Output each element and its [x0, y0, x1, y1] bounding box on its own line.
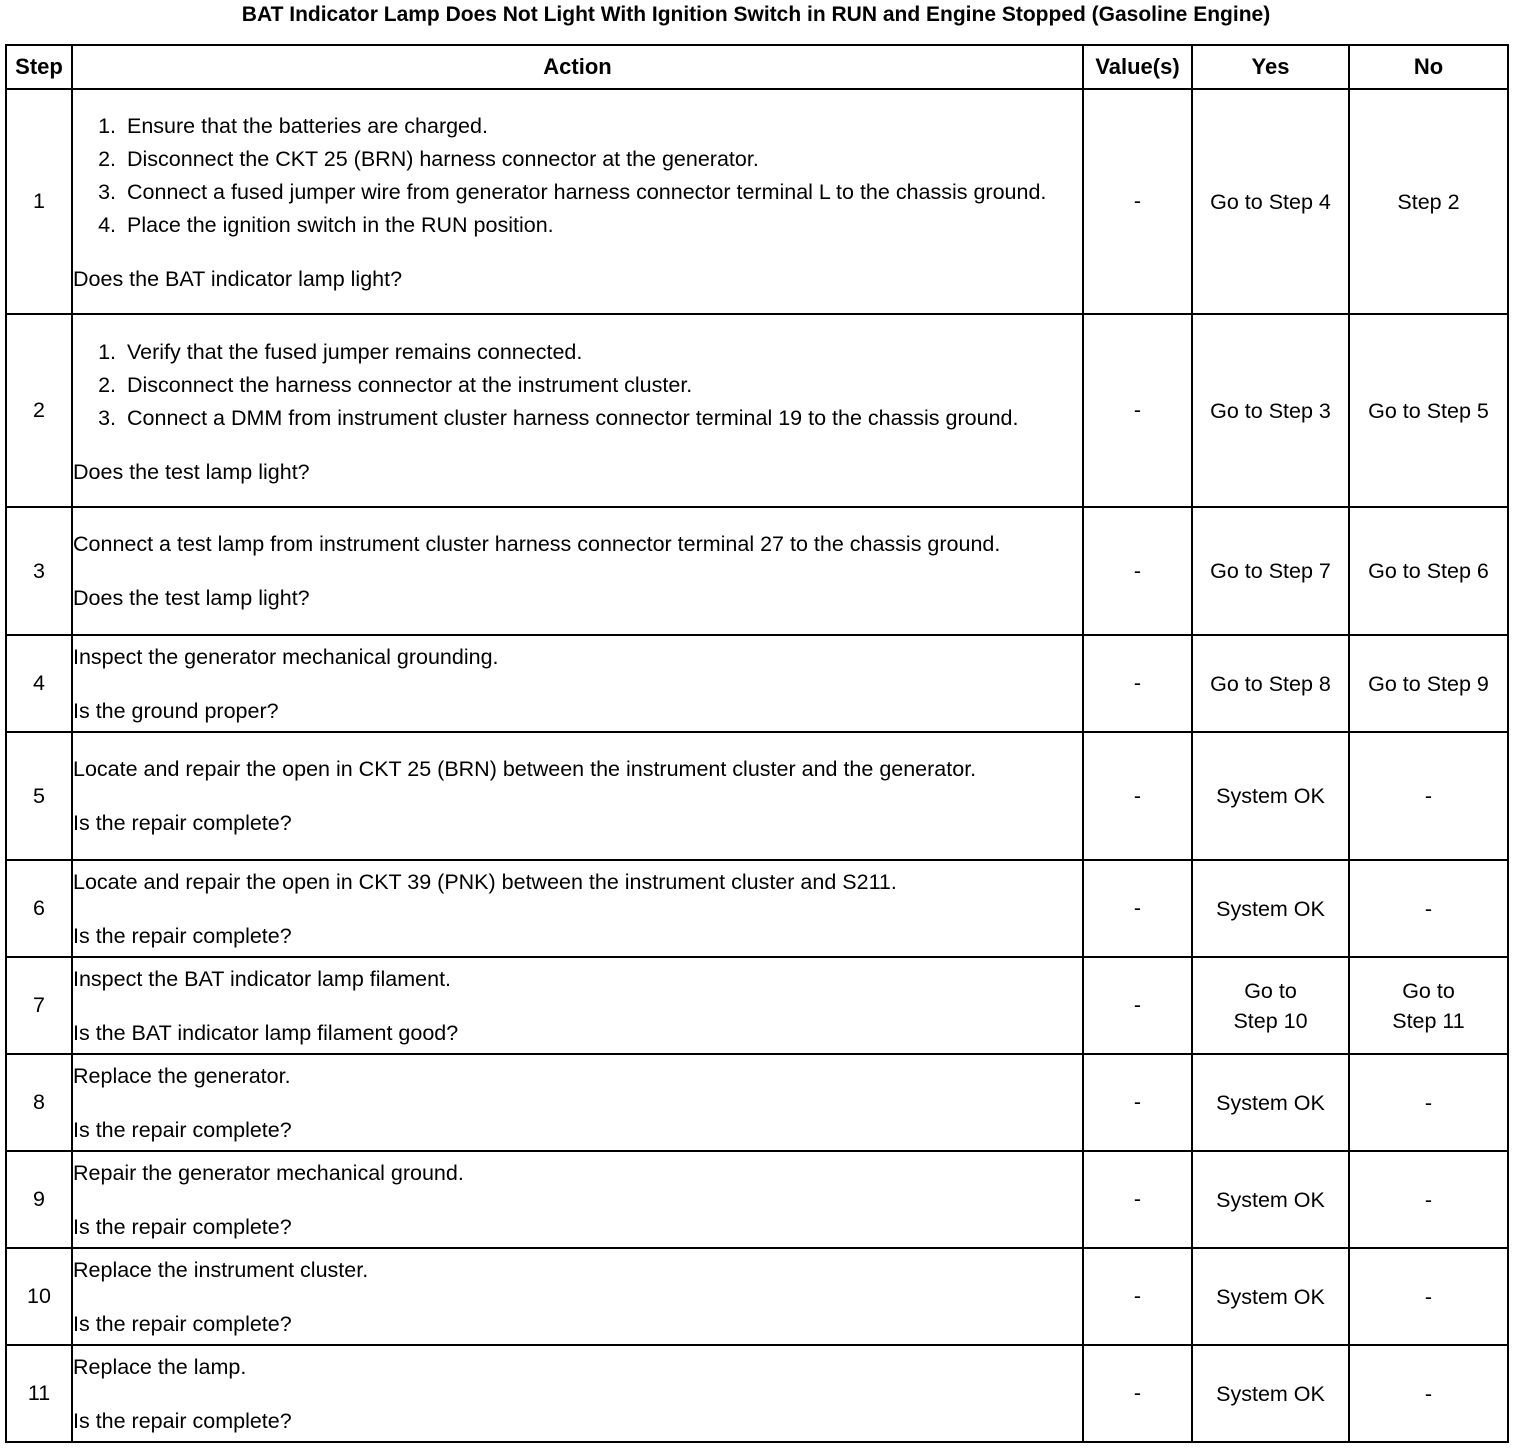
action-question: Is the repair complete? — [73, 1311, 292, 1336]
yes-cell: System OK — [1192, 1151, 1349, 1248]
action-item: 3. Connect a DMM from instrument cluster harness connector terminal 19 to the chassis ground. — [122, 403, 1082, 433]
yes-line-2: Step 10 — [1233, 1008, 1308, 1033]
step-number: 4 — [6, 635, 72, 732]
step-number: 2 — [6, 314, 72, 507]
no-cell: Step 2 — [1349, 89, 1508, 314]
header-row — [6, 45, 1508, 89]
action-question: Is the repair complete? — [73, 811, 292, 835]
table-row-step-4 — [6, 635, 1508, 732]
step-number: 11 — [6, 1345, 72, 1442]
action-text: Replace the generator. — [73, 1063, 291, 1088]
yes-cell — [1192, 957, 1349, 1054]
table-row-step-2 — [6, 314, 1508, 507]
yes-cell: Go to Step 8 — [1192, 635, 1349, 732]
table-row-step-9 — [6, 1151, 1508, 1248]
header-values: Value(s) — [1083, 45, 1192, 89]
yes-cell: Go to Step 7 — [1192, 507, 1349, 635]
action-question: Is the repair complete? — [73, 923, 292, 948]
action-text: Connect a test lamp from instrument cluster harness connector terminal 27 to the chassis ground. — [73, 532, 1001, 556]
action-cell — [72, 1248, 1083, 1345]
action-cell — [72, 1054, 1083, 1151]
yes-cell: Go to Step 3 — [1192, 314, 1349, 507]
action-cell — [72, 1345, 1083, 1442]
no-cell: Go to Step 5 — [1349, 314, 1508, 507]
action-item: 1. Verify that the fused jumper remains connected. — [122, 337, 1082, 367]
action-cell — [72, 314, 1083, 507]
action-item: 1. Ensure that the batteries are charged. — [122, 111, 1082, 141]
value-cell: - — [1083, 635, 1192, 732]
table-row-step-10 — [6, 1248, 1508, 1345]
action-cell — [72, 732, 1083, 860]
header-no: No — [1349, 45, 1508, 89]
no-cell: Go to Step 6 — [1349, 507, 1508, 635]
no-cell: - — [1349, 860, 1508, 957]
no-line-2: Step 11 — [1392, 1008, 1465, 1033]
value-cell: - — [1083, 860, 1192, 957]
action-cell — [72, 860, 1083, 957]
no-cell: - — [1349, 1345, 1508, 1442]
diagnostic-table — [5, 44, 1509, 1443]
step-number: 1 — [6, 89, 72, 314]
action-text: Repair the generator mechanical ground. — [73, 1160, 464, 1185]
step-number: 3 — [6, 507, 72, 635]
step-number: 6 — [6, 860, 72, 957]
action-text: Locate and repair the open in CKT 25 (BRN) between the instrument cluster and the generator. — [73, 757, 977, 781]
action-question: Is the repair complete? — [73, 1214, 292, 1239]
table-row-step-1 — [6, 89, 1508, 314]
action-item: 3. Connect a fused jumper wire from generator harness connector terminal L to the chassis ground. — [122, 177, 1082, 207]
no-cell: Go to Step 9 — [1349, 635, 1508, 732]
table-row-step-11 — [6, 1345, 1508, 1442]
action-list — [73, 337, 1082, 433]
no-cell: - — [1349, 1248, 1508, 1345]
header-step: Step — [6, 45, 72, 89]
action-question: Is the ground proper? — [73, 698, 279, 723]
value-cell: - — [1083, 507, 1192, 635]
action-question: Is the BAT indicator lamp filament good? — [73, 1020, 459, 1045]
action-question: Is the repair complete? — [73, 1408, 292, 1433]
action-question: Does the test lamp light? — [73, 586, 310, 610]
table-row-step-5 — [6, 732, 1508, 860]
yes-cell: System OK — [1192, 1345, 1349, 1442]
yes-line-1: Go to — [1244, 978, 1297, 1003]
table-row-step-8 — [6, 1054, 1508, 1151]
table-row-step-6 — [6, 860, 1508, 957]
action-question: Does the BAT indicator lamp light? — [73, 267, 403, 291]
value-cell: - — [1083, 1345, 1192, 1442]
value-cell: - — [1083, 732, 1192, 860]
step-number: 10 — [6, 1248, 72, 1345]
action-cell — [72, 507, 1083, 635]
action-item: 4. Place the ignition switch in the RUN position. — [122, 210, 1082, 240]
no-cell: - — [1349, 732, 1508, 860]
action-text: Locate and repair the open in CKT 39 (PNK) between the instrument cluster and S211. — [73, 869, 897, 894]
value-cell: - — [1083, 314, 1192, 507]
table-row-step-3 — [6, 507, 1508, 635]
yes-cell: System OK — [1192, 860, 1349, 957]
page-title: BAT Indicator Lamp Does Not Light With Ignition Switch in RUN and Engine Stopped (Gasoline Engine) — [241, 3, 1271, 26]
action-list — [73, 111, 1082, 240]
action-text: Inspect the generator mechanical grounding. — [73, 644, 499, 669]
action-text: Replace the instrument cluster. — [73, 1257, 369, 1282]
no-cell: - — [1349, 1054, 1508, 1151]
action-cell — [72, 89, 1083, 314]
step-number: 9 — [6, 1151, 72, 1248]
yes-cell: Go to Step 4 — [1192, 89, 1349, 314]
action-text: Replace the lamp. — [73, 1354, 247, 1379]
value-cell: - — [1083, 1151, 1192, 1248]
yes-cell: System OK — [1192, 732, 1349, 860]
action-cell — [72, 957, 1083, 1054]
step-number: 5 — [6, 732, 72, 860]
action-item: 2. Disconnect the CKT 25 (BRN) harness connector at the generator. — [122, 144, 1082, 174]
action-cell — [72, 635, 1083, 732]
no-cell — [1349, 957, 1508, 1054]
step-number: 7 — [6, 957, 72, 1054]
action-cell — [72, 1151, 1083, 1248]
action-item: 2. Disconnect the harness connector at the instrument cluster. — [122, 370, 1082, 400]
value-cell: - — [1083, 957, 1192, 1054]
header-action: Action — [72, 45, 1083, 89]
no-line-1: Go to — [1402, 978, 1455, 1003]
value-cell: - — [1083, 89, 1192, 314]
yes-cell: System OK — [1192, 1248, 1349, 1345]
value-cell: - — [1083, 1054, 1192, 1151]
yes-cell: System OK — [1192, 1054, 1349, 1151]
action-question: Does the test lamp light? — [73, 459, 310, 484]
no-cell: - — [1349, 1151, 1508, 1248]
step-number: 8 — [6, 1054, 72, 1151]
action-question: Is the repair complete? — [73, 1117, 292, 1142]
action-text: Inspect the BAT indicator lamp filament. — [73, 966, 452, 991]
header-yes: Yes — [1192, 45, 1349, 89]
value-cell: - — [1083, 1248, 1192, 1345]
table-row-step-7 — [6, 957, 1508, 1054]
